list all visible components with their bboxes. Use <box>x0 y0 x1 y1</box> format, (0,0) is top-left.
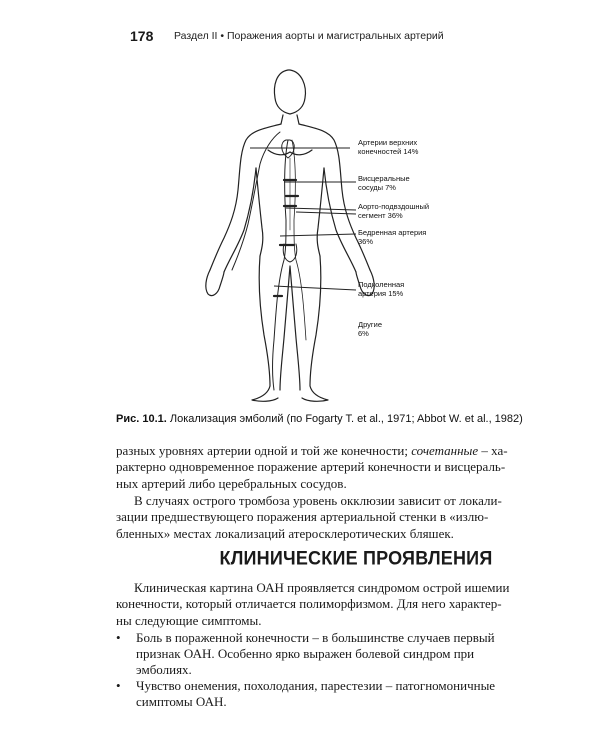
running-title: Раздел II • Поражения аорты и магистральных артерий <box>174 30 444 42</box>
torso-right <box>317 168 324 256</box>
caption-label: Рис. 10.1. <box>116 413 167 425</box>
label-other: Другие 6% <box>358 320 383 338</box>
label-popliteal: Подколенная артерия 15% <box>358 280 405 298</box>
list-item: • Боль в пораженной конечности – в большинстве случаев первый признак ОАН. Особенно ярко выражен болевой синдром при эмболиях. <box>116 630 495 677</box>
label-upper-limb: Артерии верхних конечностей 14% <box>358 138 419 156</box>
inner-legs <box>280 266 300 390</box>
section-heading: КЛИНИЧЕСКИЕ ПРОЯВЛЕНИЯ <box>219 546 493 569</box>
label-aortoiliac: Аорто-подвздошный сегмент 36% <box>358 202 430 220</box>
right-leg-outer <box>302 256 328 401</box>
running-header <box>130 28 570 48</box>
paragraph-3: Клиническая картина ОАН проявляется синдромом острой ишемии конечности, который отличается полиморфизмом. Для него характер- ны следующие симптомы. <box>116 580 510 628</box>
list-item: • Чувство онемения, похолодания, парестезии – патогномоничные симптомы ОАН. <box>116 678 496 709</box>
page-number: 178 <box>130 28 154 44</box>
left-hand <box>206 270 224 296</box>
paragraph-2: В случаях острого тромбоза уровень окклюзии зависит от локали- зации предшествующего поражения артериальной стенки в «излю- бленных» местах локализаций атеросклеротических бляшек. <box>116 493 502 541</box>
head-outline <box>274 70 305 114</box>
left-leg-outer <box>252 256 278 401</box>
figure-caption <box>116 413 596 425</box>
symptom-list <box>116 630 596 710</box>
left-arm-outer <box>210 124 281 270</box>
artery-trunk-leg <box>273 140 289 390</box>
label-visceral: Висцеральные сосуды 7% <box>358 174 410 192</box>
bullet-glyph: • <box>116 678 121 693</box>
figure-body-diagram <box>180 60 450 405</box>
caption-text: Локализация эмболий (по Fogarty T. et al., 1971; Abbot W. et al., 1982) <box>166 413 523 425</box>
label-femoral: Бедренная артерия 36% <box>358 228 427 246</box>
bullet-glyph: • <box>116 630 121 645</box>
paragraph-1: разных уровнях артерии одной и той же конечности; сочетанные – ха- рактерно одновременное поражение артерий конечности и висцераль- ных артерий либо церебральных сосудов. <box>116 443 508 491</box>
